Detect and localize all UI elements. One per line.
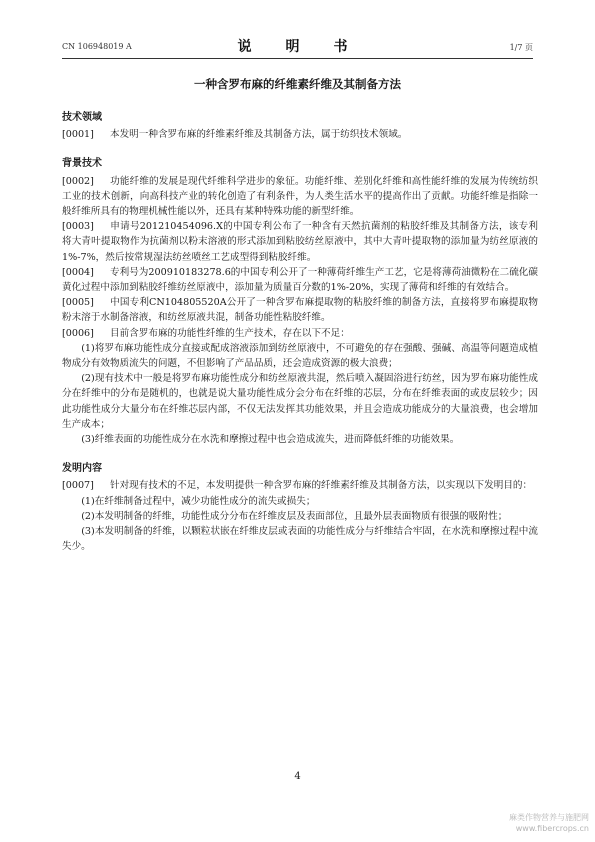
section-summary: 发明内容 <box>62 463 102 475</box>
paragraph-0003 <box>62 219 538 265</box>
paragraph-text: 目前含罗布麻的功能性纤维的生产技术，存在以下不足： <box>110 327 350 339</box>
paragraph-0005 <box>62 295 538 325</box>
watermark-line-1: 麻类作物营养与施肥网 <box>509 813 589 822</box>
paragraph-text: 针对现有技术的不足，本发明提供一种含罗布麻的纤维素纤维及其制备方法，以实现以下发明目的： <box>110 480 533 492</box>
list-item-0006-1: (1)将罗布麻功能性成分直接或配成溶液添加到纺丝原液中，不可避免的存在强酸、强碱、高温等问题造成植物成分有效物质流失的问题，不但影响了产品品质，还会造成资源的极大浪费； <box>62 342 538 370</box>
paragraph-id: [0002] <box>62 175 94 187</box>
paragraph-text: 中国专利CN104805520A公开了一种含罗布麻提取物的粘胶纤维的制备方法，直接将罗布麻提取物粉末溶于水制备溶液，和纺丝原液共混，制备功能性粘胶纤维。 <box>62 297 538 324</box>
paragraph-text: 本发明一种含罗布麻的纤维素纤维及其制备方法，属于纺织技术领域。 <box>110 129 408 141</box>
paragraph-id: [0001] <box>62 129 94 141</box>
paragraph-0002 <box>62 174 538 220</box>
paragraph-text: 功能纤维的发展是现代纤维科学进步的象征。功能纤维、差别化纤维和高性能纤维的发展为传统纺织工业的技术创新，向高科技产业的转化创造了有利条件，为人类生活水平的提高作出了贡献。功能纤维是指除一般纤维所具有的物理机械性能以外，还具有某种特殊功能的新型纤维。 <box>62 175 538 218</box>
paragraph-id: [0005] <box>62 297 94 309</box>
page-header <box>62 36 533 54</box>
document-type: 说 明 书 <box>237 39 358 55</box>
list-item-0007-1: (1)在纤维制备过程中，减少功能性成分的流失或损失； <box>81 495 316 507</box>
page-info: 1/7 页 <box>509 43 533 52</box>
paragraph-0001 <box>62 127 538 142</box>
paragraph-0004 <box>62 265 538 295</box>
list-item-0007-3: (3)本发明制备的纤维，以颗粒状嵌在纤维皮层或表面的功能性成分与纤维结合牢固，在水洗和摩擦过程中流失少。 <box>62 526 538 553</box>
watermark-line-2: www.fibercrops.cn <box>515 824 589 833</box>
paragraph-text: 申请号201210454096.X的中国专利公布了一种含有天然抗菌剂的粘胶纤维及其制备方法，该专利将大青叶提取物作为抗菌剂以粉末溶液的形式添加到粘胶纺丝原液中，其中大青叶提取物的添加量为纺丝原液的1%-7%，然后按常规湿法纺丝喷丝工艺成型得到粘胶纤维。 <box>62 221 538 263</box>
paragraph-text: 专利号为200910183278.6的中国专利公开了一种薄荷纤维生产工艺，它是将薄荷油微粉在二硫化碳黄化过程中添加到粘胶纤维纺丝原液中，添加量为质量百分数的1%-20%，实现了薄荷和纤维的有效结合。 <box>62 266 538 294</box>
paragraph-id: [0004] <box>62 266 94 278</box>
section-background: 背景技术 <box>62 158 102 170</box>
section-tech-field: 技术领域 <box>62 112 102 123</box>
header-rule <box>62 58 533 59</box>
paragraph-0007 <box>62 478 538 493</box>
list-item-0006-3: (3)纤维表面的功能性成分在水洗和摩擦过程中也会造成流失，进而降低纤维的功能效果。 <box>81 434 460 446</box>
list-item-0006-2: (2)现有技术中一般是将罗布麻功能性成分和纺丝原液共混，然后喷入凝固浴进行纺丝，因为罗布麻功能性成分在纤维中的分布是随机的，也就是说大量功能性成分会分布在纤维的芯层，分布在纤维表面的或皮层较少；因此功能性成分大量分布在纤维芯层内部，不仅无法发挥其功能效果，并且会造成功能成分的大量浪费，也会增加生产成本； <box>62 373 538 430</box>
page-number: 4 <box>294 771 301 782</box>
paragraph-0006 <box>62 326 538 341</box>
paragraph-id: [0007] <box>62 480 94 492</box>
document-title: 一种含罗布麻的纤维素纤维及其制备方法 <box>194 77 401 91</box>
watermark <box>509 812 589 834</box>
paragraph-id: [0003] <box>62 221 94 233</box>
paragraph-id: [0006] <box>62 327 94 339</box>
publication-number: CN 106948019 A <box>62 42 132 51</box>
list-item-0007-2: (2)本发明制备的纤维，功能性成分分布在纤维皮层及表面部位，且最外层表面物质有很强的吸附性； <box>81 510 508 522</box>
document-body <box>62 110 538 554</box>
